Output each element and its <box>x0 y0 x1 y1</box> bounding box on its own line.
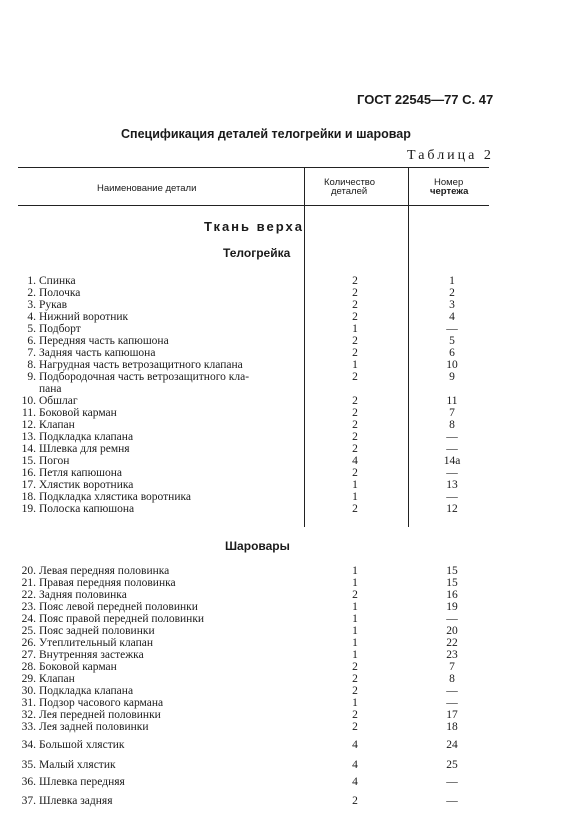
detail-name: Большой хлястик <box>39 739 125 751</box>
detail-name: Подзор часового кармана <box>39 697 164 709</box>
detail-quantity: 2 <box>352 673 358 685</box>
drawing-number: 10 <box>446 359 458 371</box>
detail-name: Клапан <box>39 673 75 685</box>
row-number: 9. <box>27 371 36 383</box>
table-row <box>0 795 575 807</box>
detail-quantity: 2 <box>352 503 358 515</box>
row-number: 12. <box>21 419 36 431</box>
detail-quantity: 1 <box>352 479 358 491</box>
detail-quantity: 1 <box>352 565 358 577</box>
detail-name: Подкладка клапана <box>39 685 134 697</box>
detail-name: Пояс правой передней половинки <box>39 613 205 625</box>
detail-name: Задняя часть капюшона <box>39 347 156 359</box>
detail-quantity: 2 <box>352 299 358 311</box>
detail-quantity: 2 <box>352 709 358 721</box>
drawing-number: 13 <box>446 479 458 491</box>
row-number: 31. <box>21 697 36 709</box>
detail-quantity: 1 <box>352 491 358 503</box>
drawing-number: 20 <box>446 625 458 637</box>
table-row <box>0 759 575 771</box>
column-header-qty-1: Количество <box>324 177 376 188</box>
detail-quantity: 2 <box>352 467 358 479</box>
detail-quantity: 1 <box>352 601 358 613</box>
detail-name: Клапан <box>39 419 75 431</box>
table-row <box>0 565 575 577</box>
row-number: 18. <box>21 491 36 503</box>
detail-quantity: 2 <box>352 661 358 673</box>
table-row <box>0 601 575 613</box>
drawing-number: 12 <box>446 503 458 515</box>
table-header-rule <box>18 205 489 206</box>
row-number: 7. <box>27 347 36 359</box>
row-number: 3. <box>27 299 36 311</box>
detail-name: Спинка <box>39 275 76 287</box>
detail-name-continuation: пана <box>39 383 62 395</box>
row-number: 37. <box>21 795 36 807</box>
row-number: 36. <box>21 776 36 788</box>
row-number: 28. <box>21 661 36 673</box>
detail-name: Рукав <box>39 299 68 311</box>
column-header-drawing-2: чертежа <box>430 186 469 197</box>
detail-quantity: 1 <box>352 649 358 661</box>
drawing-number: 15 <box>446 577 458 589</box>
row-number: 29. <box>21 673 36 685</box>
table-top-rule <box>18 167 489 168</box>
table-row <box>0 613 575 625</box>
detail-quantity: 2 <box>352 347 358 359</box>
row-number: 11. <box>22 407 36 419</box>
drawing-number: — <box>446 491 458 503</box>
drawing-number: 11 <box>446 395 458 407</box>
table-row <box>0 697 575 709</box>
table-row <box>0 407 575 419</box>
detail-quantity: 2 <box>352 419 358 431</box>
detail-name: Шлевка задняя <box>39 795 113 807</box>
drawing-number: 14а <box>443 455 461 467</box>
row-number: 27. <box>21 649 36 661</box>
group-title-sharovary: Шаровары <box>225 539 290 553</box>
detail-quantity: 4 <box>352 739 358 751</box>
detail-name: Пояс задней половинки <box>39 625 155 637</box>
table-row <box>0 467 575 479</box>
row-number: 32. <box>21 709 36 721</box>
drawing-number: 16 <box>446 589 458 601</box>
table-label: Таблица 2 <box>407 148 494 163</box>
detail-name: Боковой карман <box>39 407 117 419</box>
drawing-number: 9 <box>449 371 455 383</box>
row-number: 22. <box>21 589 36 601</box>
drawing-number: — <box>446 697 458 709</box>
row-number: 25. <box>21 625 36 637</box>
drawing-number: 15 <box>446 565 458 577</box>
detail-quantity: 1 <box>352 613 358 625</box>
detail-name: Шлевка передняя <box>39 776 125 788</box>
table-row <box>0 431 575 443</box>
row-number: 8. <box>27 359 36 371</box>
row-number: 20. <box>21 565 36 577</box>
row-number: 17. <box>21 479 36 491</box>
row-number: 15. <box>21 455 36 467</box>
document-title: Спецификация деталей телогрейки и шаровар <box>121 127 411 141</box>
table-row <box>0 479 575 491</box>
table-row <box>0 395 575 407</box>
drawing-number: 24 <box>446 739 458 751</box>
detail-quantity: 1 <box>352 697 358 709</box>
drawing-number: 25 <box>446 759 458 771</box>
detail-name: Правая передняя половинка <box>39 577 176 589</box>
detail-quantity: 2 <box>352 685 358 697</box>
drawing-number: — <box>446 795 458 807</box>
row-number: 16. <box>21 467 36 479</box>
drawing-number: — <box>446 323 458 335</box>
table-row <box>0 455 575 467</box>
detail-quantity: 1 <box>352 577 358 589</box>
drawing-number: 23 <box>446 649 458 661</box>
row-number: 19. <box>21 503 36 515</box>
table-row <box>0 311 575 323</box>
row-number: 10. <box>21 395 36 407</box>
drawing-number: 17 <box>446 709 458 721</box>
drawing-number: — <box>446 776 458 788</box>
table-row <box>0 739 575 751</box>
detail-name: Хлястик воротника <box>39 479 134 491</box>
detail-quantity: 2 <box>352 443 358 455</box>
detail-name: Лея задней половинки <box>39 721 149 733</box>
detail-quantity: 2 <box>352 795 358 807</box>
table-row <box>0 649 575 661</box>
table-row <box>0 419 575 431</box>
drawing-number: 5 <box>449 335 455 347</box>
column-header-name: Наименование детали <box>97 183 197 194</box>
detail-name: Обшлаг <box>39 395 78 407</box>
section-title: Ткань верха <box>204 219 304 234</box>
detail-name: Шлевка для ремня <box>39 443 130 455</box>
detail-quantity: 2 <box>352 335 358 347</box>
drawing-number: 19 <box>446 601 458 613</box>
detail-name: Задняя половинка <box>39 589 127 601</box>
detail-quantity: 1 <box>352 359 358 371</box>
row-number: 33. <box>21 721 36 733</box>
drawing-number: 22 <box>446 637 458 649</box>
column-header-drawing-1: Номер <box>434 177 464 188</box>
detail-name: Нагрудная часть ветрозащитного клапана <box>39 359 243 371</box>
detail-quantity: 2 <box>352 721 358 733</box>
table-row <box>0 443 575 455</box>
detail-quantity: 2 <box>352 371 358 383</box>
detail-name: Левая передняя половинка <box>39 565 170 577</box>
table-row <box>0 299 575 311</box>
detail-quantity: 4 <box>352 455 358 467</box>
detail-name: Подборт <box>39 323 81 335</box>
drawing-number: 4 <box>449 311 455 323</box>
detail-name: Боковой карман <box>39 661 117 673</box>
row-number: 23. <box>21 601 36 613</box>
table-row <box>0 721 575 733</box>
row-number: 34. <box>21 739 36 751</box>
table-row <box>0 673 575 685</box>
table-row <box>0 589 575 601</box>
drawing-number: — <box>446 443 458 455</box>
row-number: 35. <box>21 759 36 771</box>
detail-name: Подбородочная часть ветрозащитного кла- <box>39 371 250 383</box>
group-title-telogreyka: Телогрейка <box>223 246 291 260</box>
detail-quantity: 2 <box>352 287 358 299</box>
table-row <box>0 503 575 515</box>
table-row <box>0 275 575 287</box>
detail-name: Лея передней половинки <box>39 709 161 721</box>
detail-quantity: 2 <box>352 395 358 407</box>
table-row <box>0 637 575 649</box>
table-row <box>0 359 575 371</box>
detail-quantity: 1 <box>352 637 358 649</box>
column-header-qty-2: деталей <box>331 186 368 197</box>
row-number: 24. <box>21 613 36 625</box>
table-row <box>0 625 575 637</box>
row-number: 5. <box>27 323 36 335</box>
row-number: 2. <box>27 287 36 299</box>
table-row <box>0 577 575 589</box>
table-row <box>0 491 575 503</box>
table-row <box>0 335 575 347</box>
row-number: 4. <box>27 311 36 323</box>
detail-name: Подкладка хлястика воротника <box>39 491 192 503</box>
detail-quantity: 4 <box>352 776 358 788</box>
table-row <box>0 371 575 395</box>
drawing-number: 1 <box>449 275 455 287</box>
table-row <box>0 709 575 721</box>
row-number: 14. <box>21 443 36 455</box>
table-row <box>0 287 575 299</box>
drawing-number: — <box>446 613 458 625</box>
detail-name: Полоска капюшона <box>39 503 135 515</box>
drawing-number: 7 <box>449 661 455 673</box>
gost-header: ГОСТ 22545—77 С. 47 <box>357 92 494 107</box>
table-row <box>0 776 575 788</box>
table-row <box>0 685 575 697</box>
drawing-number: 6 <box>449 347 455 359</box>
detail-name: Внутренняя застежка <box>39 649 144 661</box>
detail-name: Пояс левой передней половинки <box>39 601 198 613</box>
detail-name: Петля капюшона <box>39 467 123 479</box>
detail-quantity: 2 <box>352 407 358 419</box>
detail-quantity: 2 <box>352 589 358 601</box>
drawing-number: 2 <box>449 287 455 299</box>
detail-name: Нижний воротник <box>39 311 129 323</box>
row-number: 1. <box>27 275 36 287</box>
row-number: 21. <box>21 577 36 589</box>
detail-quantity: 2 <box>352 275 358 287</box>
drawing-number: 3 <box>449 299 455 311</box>
row-number: 6. <box>27 335 36 347</box>
drawing-number: 8 <box>449 673 455 685</box>
table-row <box>0 661 575 673</box>
detail-name: Погон <box>39 455 70 467</box>
table-row <box>0 347 575 359</box>
drawing-number: — <box>446 467 458 479</box>
detail-quantity: 4 <box>352 759 358 771</box>
row-number: 26. <box>21 637 36 649</box>
detail-quantity: 1 <box>352 323 358 335</box>
drawing-number: — <box>446 431 458 443</box>
detail-quantity: 2 <box>352 431 358 443</box>
row-number: 13. <box>21 431 36 443</box>
detail-name: Утеплительный клапан <box>39 637 154 649</box>
drawing-number: 8 <box>449 419 455 431</box>
detail-name: Подкладка клапана <box>39 431 134 443</box>
row-number: 30. <box>21 685 36 697</box>
detail-name: Полочка <box>39 287 81 299</box>
drawing-number: — <box>446 685 458 697</box>
drawing-number: 18 <box>446 721 458 733</box>
table-row <box>0 323 575 335</box>
detail-name: Малый хлястик <box>39 759 116 771</box>
drawing-number: 7 <box>449 407 455 419</box>
detail-quantity: 1 <box>352 625 358 637</box>
detail-name: Передняя часть капюшона <box>39 335 169 347</box>
detail-quantity: 2 <box>352 311 358 323</box>
